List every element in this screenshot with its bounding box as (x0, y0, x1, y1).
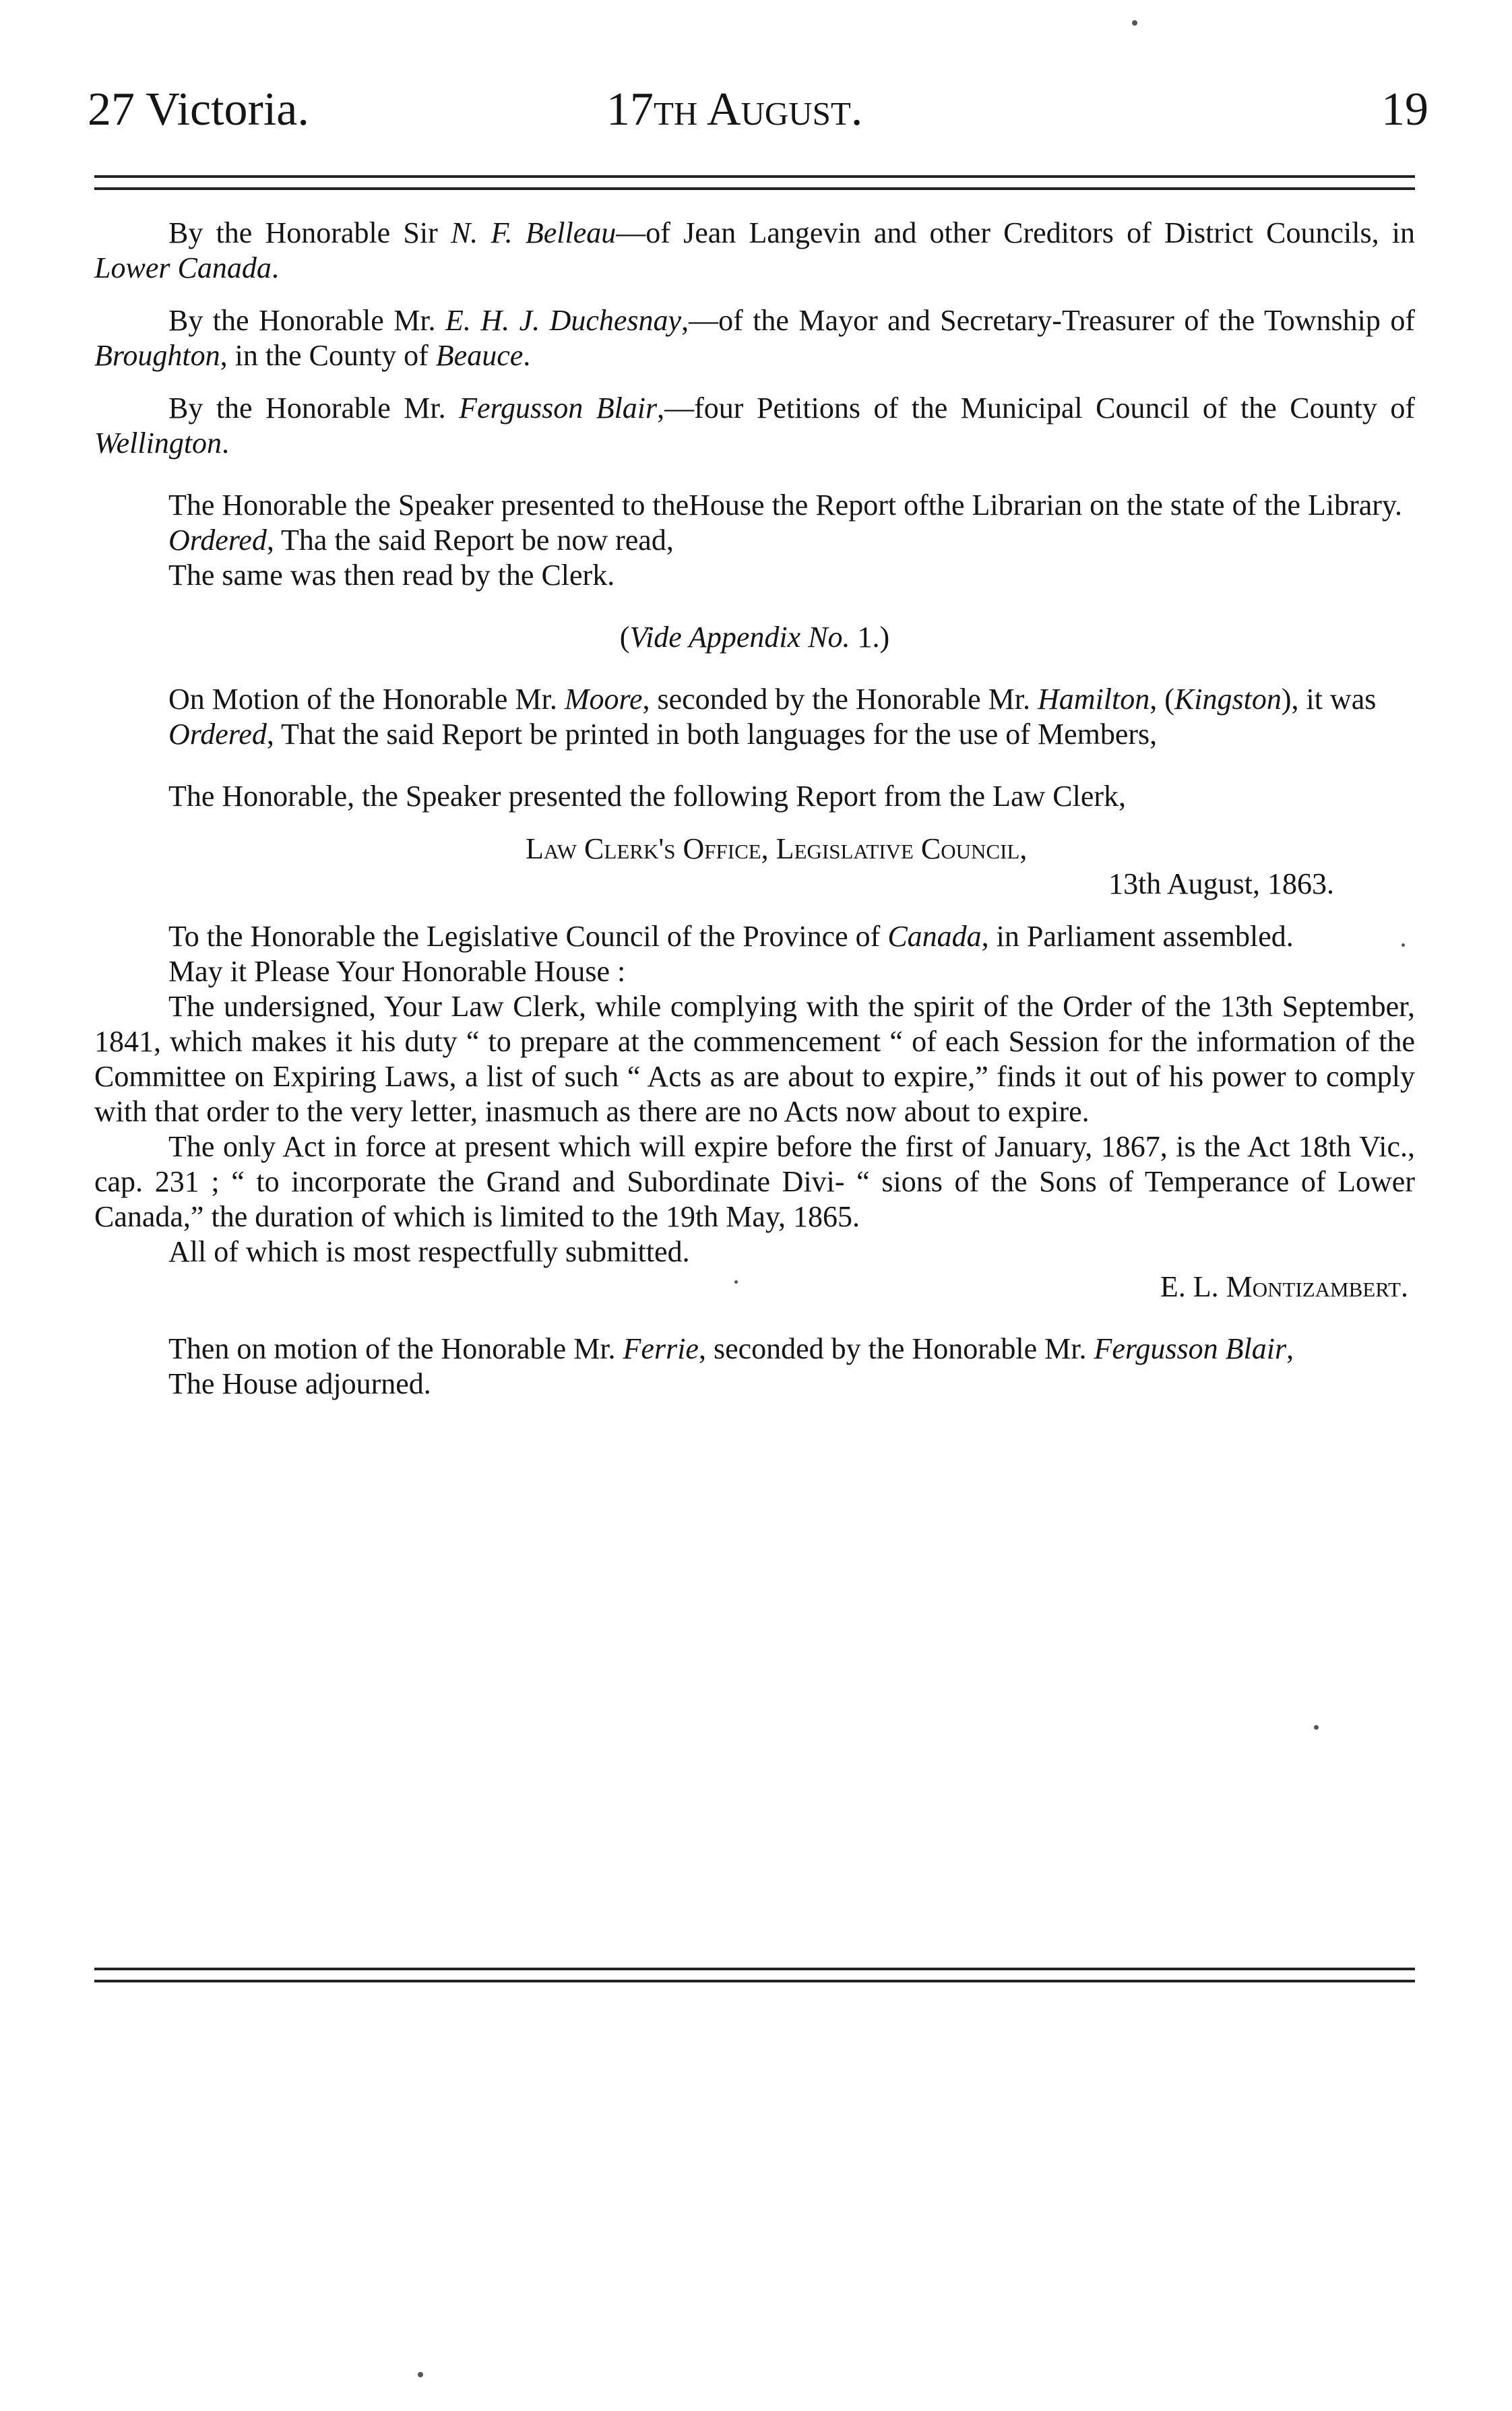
print-speck (418, 2372, 423, 2377)
regnal-year: 27 Victoria. (88, 84, 309, 135)
text-run: . (222, 427, 230, 460)
appendix-reference (94, 620, 1415, 655)
text-run: , seconded by the Honorable Mr. (698, 1332, 1094, 1365)
order-print (94, 717, 1415, 752)
text-run: , ( (1149, 683, 1174, 716)
signature: E. L. Montizambert. (1160, 1270, 1408, 1303)
member-name: Fergusson Blair (459, 392, 658, 425)
print-speck (1132, 20, 1137, 26)
journal-body (94, 216, 1415, 1402)
text-run: , in Parliament assembled. (981, 920, 1294, 953)
report-body: The undersigned, Your Law Clerk, while complying with the spirit of the Order of the 13th September, 1841, which makes it his duty “ to prepare at the commencement “ of each Session for the information of the Committee on Expiring Laws, a list of such “ Acts as are about to expire,” finds it out of his power to comply with that order to the very letter, inasmuch as there are no Acts now about to expire. (94, 990, 1415, 1128)
header-rule (94, 175, 1415, 190)
ordered-word: Ordered (168, 524, 267, 557)
member-name: N. F. Belleau (450, 216, 617, 249)
member-name: Ferrie (623, 1332, 699, 1365)
member-name: E. H. J. Duchesnay (445, 304, 682, 337)
text-run: , Tha the said Report be now read, (266, 524, 674, 557)
text-run: , That the said Report be printed in both languages for the use of Members, (266, 718, 1158, 751)
house-adjourned: The House adjourned. (168, 1367, 431, 1400)
text-run: By the Honorable Mr. (168, 304, 446, 337)
text-run: 1.) (850, 621, 890, 654)
text-run: ( (619, 621, 630, 654)
place-name: Beauce (435, 339, 524, 372)
place-name: Broughton (94, 339, 220, 372)
law-clerk-intro: The Honorable, the Speaker presented the following Report from the Law Clerk, (168, 780, 1126, 813)
expiring-act: The only Act in force at present which will expire before the first of January, 1867, is the Act 18th Vic., cap. 231 ; “ to incorporate the Grand and Subordinate Divi- “ sions of the Sons of Temperance of Lower Canada,” the duration of which is limited to the 19th May, 1865. (94, 1130, 1415, 1233)
text-run: , in the County of (220, 339, 436, 372)
adjourn-motion (94, 1332, 1415, 1367)
place-name: Kingston (1174, 683, 1282, 716)
print-speck (734, 1280, 738, 1284)
member-name: Hamilton (1038, 683, 1150, 716)
office-heading: Law Clerk's Office, Legislative Council, (526, 832, 1028, 865)
ordered-word: Ordered (168, 718, 267, 751)
clerk-read: The same was then read by the Clerk. (168, 559, 615, 592)
text-run: On Motion of the Honorable Mr. (168, 683, 565, 716)
petition-belleau (94, 216, 1415, 286)
motion-moore (94, 682, 1415, 717)
text-run: By the Honorable Sir (168, 216, 451, 249)
text-run: , (1286, 1332, 1294, 1365)
address-line (94, 919, 1415, 954)
petition-blair (94, 391, 1415, 461)
print-speck (1401, 943, 1405, 947)
text-run: ), it was (1281, 683, 1377, 716)
report-date: 13th August, 1863. (1108, 867, 1334, 900)
vide-text: Vide Appendix No. (629, 621, 850, 654)
text-run: To the Honorable the Legislative Council of the Province of (168, 920, 888, 953)
member-name: Moore (564, 683, 643, 716)
text-run: —of Jean Langevin and other Creditors of District Councils, in (616, 216, 1415, 249)
page-number: 19 (1381, 84, 1428, 135)
petition-duchesnay (94, 303, 1415, 373)
librarian-report: The Honorable the Speaker presented to theHouse the Report ofthe Librarian on the state of the Library. (168, 489, 1403, 522)
text-run: ,—of the Mayor and Secretary-Treasurer of the Township of (681, 304, 1415, 337)
text-run: , seconded by the Honorable Mr. (642, 683, 1038, 716)
place-name: Canada (887, 920, 982, 953)
header-date: 17th August. (606, 84, 863, 135)
place-name: Wellington (94, 427, 222, 460)
text-run: By the Honorable Mr. (168, 392, 460, 425)
text-run: Then on motion of the Honorable Mr. (168, 1332, 623, 1365)
text-run: . (271, 251, 279, 284)
running-header (88, 80, 1428, 140)
text-run: ,—four Petitions of the Municipal Council of the County of (657, 392, 1416, 425)
place-name: Lower Canada (94, 251, 272, 284)
closing-line: All of which is most respectfully submitted. (168, 1235, 690, 1268)
text-run: . (523, 339, 531, 372)
footer-rule (94, 1968, 1415, 1982)
print-speck (1314, 1725, 1319, 1730)
order-read (94, 523, 1415, 558)
salutation: May it Please Your Honorable House : (168, 955, 626, 988)
member-name: Fergusson Blair (1094, 1332, 1287, 1365)
